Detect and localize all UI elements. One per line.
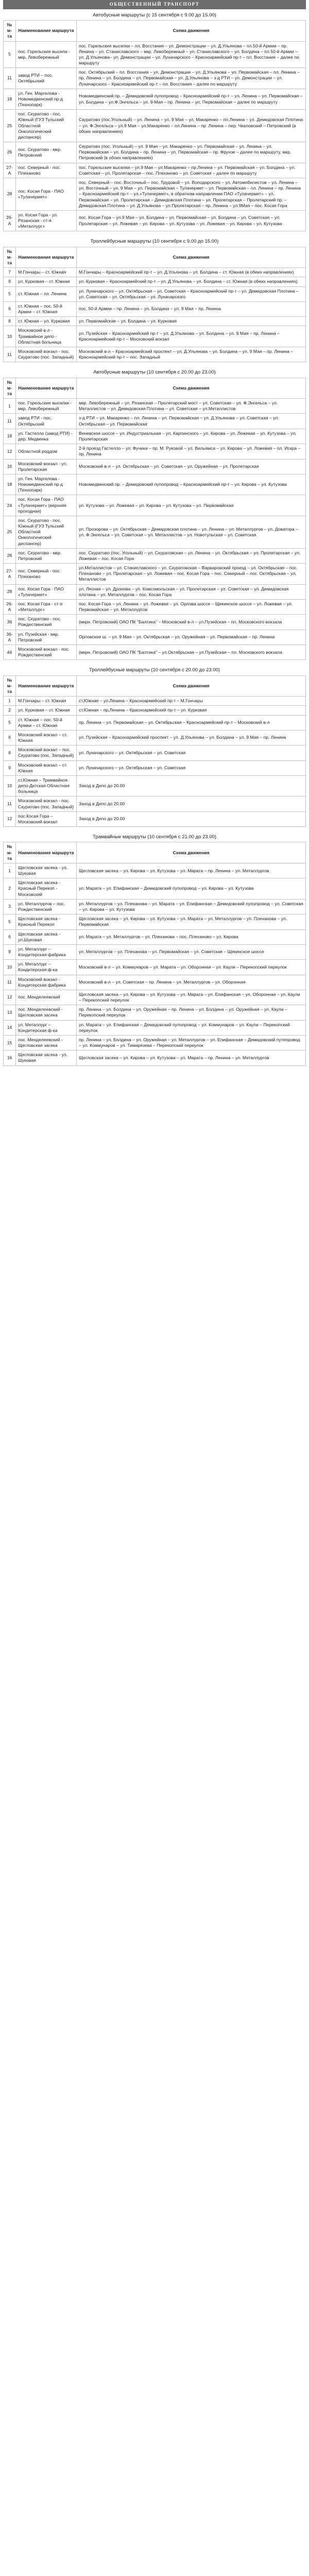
column-header-name: Наименование маршрута [16, 247, 77, 268]
route-name: Щегловская засека - Красный Перекоп [16, 914, 77, 929]
route-scheme: Московский в-л – Красноармейский проспект – ул. Д.Ульянова – ул. Болдина – ул. 9 Мая – пр. Ленина – Красноармейский пр-т – пос. Западный [77, 347, 306, 362]
route-name: ул. Гастелло (завод РТИ) - дер. Медвенка [16, 429, 77, 444]
route-name: Московский в-л - Трамвайное депо - Областная больница [16, 326, 77, 347]
route-name: пос.Косая Гора – Московский вокзал [16, 811, 77, 826]
route-section [3, 239, 306, 366]
section-spacer [3, 827, 306, 831]
routes-table [3, 247, 306, 363]
route-number: 44 [4, 645, 16, 659]
route-number: 25 [4, 516, 16, 548]
section-title: Трамвайные маршруты (10 сентября с 21.00 до 23.00) [92, 834, 217, 840]
section-title: Автобусные маршруты (10 сентября с 20.00 до 23.00) [93, 369, 216, 376]
route-name: М.Гончары – ст. Южная [16, 268, 77, 277]
route-scheme: 2-й проезд Гастелло – ул. Фучика – пр. М. Руковой – ул. Вильямса – ул. Кирова – ул. Ложевая – пл. Искра – пр. Ленина [77, 444, 306, 459]
route-scheme: Орловское ш. – ул. 9 Мая – ул. Октябрьская – ул. Оружейная – ул. Первомайская – пр. Ленина [77, 630, 306, 645]
route-number: 9 [4, 760, 16, 775]
route-name: ст. Южная – ул. Курковая [16, 317, 77, 326]
route-section [3, 667, 306, 831]
route-name: пос. Скуратово - мкр. Петровский [16, 142, 77, 163]
route-number: 14 [4, 1020, 16, 1035]
route-scheme: ст.Южная – ул.Ленина – Красноармейский пр-т – М.Гончары [77, 697, 306, 706]
table-row [4, 163, 306, 178]
table-row [4, 760, 306, 775]
route-number: 36 [4, 615, 16, 630]
column-header-num: № м-та [4, 675, 16, 697]
table-row [4, 301, 306, 316]
section-title: Троллейбусные маршруты (10 сентября с 20.00 до 23.00) [89, 667, 220, 673]
route-name: ул. Металлургов – пос. Рождественский [16, 899, 77, 914]
route-number: 11 [4, 347, 16, 362]
table-row [4, 914, 306, 929]
route-name: ул. Ген. Маргелова - Новомедвенский пр-д (Технопарк) [16, 474, 77, 495]
route-name: Московский вокзал – ст. Южная [16, 760, 77, 775]
route-scheme: Московский в-л – ул. Октябрьская – ул. Советская – ул. Оружейная – ул. Пролетарская [77, 459, 306, 474]
table-row [4, 286, 306, 301]
route-number: 6 [4, 730, 16, 745]
route-number: 15 [4, 1035, 16, 1050]
route-scheme: ул. Луначарского – ул. Октябрьская – ул. Советская [77, 760, 306, 775]
table-row [4, 929, 306, 944]
table-row [4, 495, 306, 516]
route-scheme: Новомедвенский пр. – Демидовский пупопровод – Красноармейский пр-т – ул. Кирова – ул. Кутузова [77, 474, 306, 495]
route-number: 16 [4, 459, 16, 474]
route-number: 5 [4, 41, 16, 68]
route-name: пос. Северный - пос. Плеханово [16, 163, 77, 178]
route-number: 5 [4, 286, 16, 301]
table-row [4, 41, 306, 68]
route-name: пос. Скуратово - пос. Южный (ГУЗ Тульский Областной Онкологический диспансер) [16, 516, 77, 548]
section-spacer [3, 1066, 306, 1070]
route-number: 16 [4, 1050, 16, 1065]
route-name: пос. Скуратово - пос. Южный (ГУЗ Тульский Областной Онкологический диспансер) [16, 110, 77, 142]
route-name: пос. Косая Гора - ПАО «Тулачермет» [16, 584, 77, 599]
route-number: 28 [4, 178, 16, 210]
route-number: 3 [4, 899, 16, 914]
route-scheme: пос. Октябрьский – пл. Восстания – ул. Демонстрации – ул. Д.Ульянова – ул. Первомайская – пл. Ленина – пр. Ленина – ул. Болдина – ул. Первомайская – ул. Д.Ульянова – з-д РТИ – ул. Демонстрации – ул. Луначарского – Красноармейский пр-т – пл. Восстания – далее по маршруту [77, 68, 306, 89]
table-row [4, 474, 306, 495]
table-row [4, 697, 306, 706]
route-number: 18 [4, 429, 16, 444]
route-scheme: ул. Марата – ул. Епифанская – Демидовский пупопровод – ул. Кирова – ул. Кутузова [77, 878, 306, 900]
route-number: 6 [4, 929, 16, 944]
route-name: пос. Скуратово - пос. Рождественский [16, 615, 77, 630]
table-row [4, 564, 306, 585]
table-row [4, 645, 306, 659]
table-row [4, 444, 306, 459]
route-scheme: ул. Марата – ул. Епифанская – Демидовский пупопровод – ул. Коммунаров – ул. Каули – Перекопский переулок [77, 1020, 306, 1035]
route-scheme: ул. Кутузова – ул. Ложевая – ул. Кирова – ул. Кутузова – ул. Первомайская [77, 495, 306, 516]
table-header-row [4, 675, 306, 697]
route-name: ул. Курковая – ст. Южная [16, 706, 77, 715]
route-number: 28 [4, 584, 16, 599]
table-row [4, 68, 306, 89]
route-number: 26 [4, 548, 16, 563]
route-name: ст. Южная – пос. 50-й Армии – ст. Южная [16, 301, 77, 316]
route-scheme: Заход в Депо до 20.00 [77, 775, 306, 796]
route-scheme: мкр. Левобережный – ул. Рязанская – Пролетарский мост – ул. Советская – ул. Ф.Энгельса – ул. Металлистов – ул. Демидовская Плотина – ул. Советская – ул.Металлистов [77, 399, 306, 414]
route-section [3, 834, 306, 1070]
route-section [3, 12, 306, 236]
route-name: Щегловская засека - ул.Шуковая [16, 929, 77, 944]
table-row [4, 630, 306, 645]
column-header-num: № м-та [4, 378, 16, 399]
table-row [4, 1050, 306, 1065]
route-scheme: Новомедвенский пр. – Демидовский пупопровод – Красноармейский пр-т – ул. Ленина – ул. Первомайская – ул. Болдина – ул.Ф.Энгельса – ул. 9-Мая – пр. Ленина – ул. Первомайская – далее по маршруту [77, 89, 306, 110]
route-scheme: пр. Ленина – ул. Болдина – ул. Оружейная – пр. Ленина – ул. Болдина – ул. Оружейная – ул. Каули – Перекопский переулок [77, 1005, 306, 1020]
route-scheme: Московский в-л – ул. Коммунаров – ул. Марата – ул. Оборонная – ул. Каули – Перекопский переулок [77, 960, 306, 975]
table-header-row [4, 378, 306, 399]
route-number: 11 [4, 414, 16, 429]
route-name: Областной роддом [16, 444, 77, 459]
route-name: Московский вокзал - пос. Скуратово (пос. Западный) [16, 347, 77, 362]
route-number: 8 [4, 745, 16, 760]
route-name: пос. Скуратово - мкр. Петровский [16, 548, 77, 563]
route-section [3, 369, 306, 664]
table-row [4, 811, 306, 826]
route-name: ул. Курковая – ст. Южная [16, 277, 77, 286]
table-header-row [4, 247, 306, 268]
table-row [4, 584, 306, 599]
table-row [4, 990, 306, 1005]
route-number: 10 [4, 960, 16, 975]
route-name: Московский вокзал - Кондитерская фабрика [16, 975, 77, 990]
route-number: 9 [4, 277, 16, 286]
route-number: 26-А [4, 599, 16, 614]
route-name: ул. Ген. Маргелова - Новомедвенский пр-д (Технопарк) [16, 89, 77, 110]
route-name: Московский вокзал - пос. Рождественский [16, 645, 77, 659]
route-name: завод РТИ – пос. Октябрьский [16, 68, 77, 89]
table-row [4, 414, 306, 429]
route-number: 9 [4, 944, 16, 959]
route-name: пос. Косая Гора - ПАО «Тулачермет» [16, 178, 77, 210]
route-scheme: пос. 50-й Армии – пр. Ленина – ул. Болдина – ул. 9 Мая – пр. Ленина [77, 301, 306, 316]
route-number: 12 [4, 990, 16, 1005]
route-scheme: Щегловская засека – ул. Кирова – ул. Кутузова – ул. Марата – пр. Ленина – ул. Металлургов [77, 863, 306, 878]
route-scheme: ул. Пузейская – Красноармейский проспект – ул. Д.Ульянова – ул. Болдина – ул. 9 Мая – пр. Ленина [77, 730, 306, 745]
route-scheme: Щегловская засека – ул. Кирова – ул. Кутузова – ул. Марата – пр. Ленина – ул. Металлургов [77, 1050, 306, 1065]
routes-table [3, 842, 306, 1065]
route-scheme: Заход в Депо до 20.00 [77, 811, 306, 826]
table-row [4, 178, 306, 210]
route-number: 5 [4, 914, 16, 929]
route-scheme: ул. Марата – ул. Металлургов – ул. Плеханова – пос. Плеханово – ул. Кирова [77, 929, 306, 944]
route-number: 7 [4, 268, 16, 277]
table-header-row [4, 842, 306, 863]
sections-container [3, 12, 306, 1070]
column-header-scheme: Схема движения [77, 378, 306, 399]
column-header-scheme: Схема движения [77, 842, 306, 863]
route-number: 11 [4, 68, 16, 89]
route-number: 11 [4, 975, 16, 990]
routes-table [3, 675, 306, 827]
table-row [4, 796, 306, 811]
column-header-num: № м-та [4, 247, 16, 268]
route-number: 25 [4, 110, 16, 142]
route-name: пос. Менделеевский [16, 990, 77, 1005]
route-number: 12 [4, 811, 16, 826]
route-name: Московский вокзал – ст. Южная [16, 730, 77, 745]
table-row [4, 1035, 306, 1050]
route-name: пос. Менделеевский - Щегловская засека [16, 1035, 77, 1050]
route-number: 36-А [4, 630, 16, 645]
table-row [4, 706, 306, 715]
route-number: 10 [4, 326, 16, 347]
route-name: пос. Косая Гора - ст-я «Металлург» [16, 599, 77, 614]
route-name: Щегловская засека - Красный Перекоп - Московский [16, 878, 77, 900]
route-number: 11 [4, 796, 16, 811]
table-row [4, 110, 306, 142]
route-name: ул. Металлург – Кондитерская ф-ка [16, 1020, 77, 1035]
route-name: пос. Горельские высели - мкр. Левобережный [16, 41, 77, 68]
route-scheme: Щегловская засека – ул. Кирова – ул. Кутузова – ул. Марата – ул. Металлургов – ул. Плеханова – ул. Первомайская [77, 914, 306, 929]
routes-table [3, 20, 306, 231]
column-header-scheme: Схема движения [77, 21, 306, 42]
route-scheme: ул. Курковая – Красноармейский пр-т – ул. Д.Ульянова – ул. Болдина – ст. Южная (в обеих направлениях) [77, 277, 306, 286]
route-scheme: ул. Лясная – ул. Дронова – ул. Комсомольская – ул. Пролетарская – ул. Советская – ул. Демидовская плотина – ул. Металлургов – пос. Косая Гора [77, 584, 306, 599]
route-scheme: Скуратово (пос.Угольный) – ул. Ленина – ул. 9 Мая – ул. Макаренко – пл.Ленина – ул. Демидовская Плотина – ул. Ф.Энгельса – ул.9 Мая – ул.Макаренко – пл.Ленина – пр. Ленина – пер. Чкаловский – Петровский (в обоих направлениях) [77, 110, 306, 142]
route-scheme: пр. Ленина – ул. Болдина – ул. Оружейная – ул. Металлургов – ул. Епифанская – Демидовский путепровод – ул. Коммунаров – ул. Тимирязева – Перекопский переулок [77, 1035, 306, 1050]
route-number: 1 [4, 863, 16, 878]
table-row [4, 210, 306, 231]
route-name: пос. Менделеевский - Щегловская засека [16, 1005, 77, 1020]
route-scheme: ул. Пузейская – Красноармейский пр-т – ул. Д.Ульянова – ул. Болдина – ул. 9 Мая – пр. Ленина – Красноармейский пр-т – Московский вокзал [77, 326, 306, 347]
table-row [4, 548, 306, 563]
column-header-name: Наименование маршрута [16, 842, 77, 863]
route-name: ул. Металлург – Кондитерская ф-ка [16, 960, 77, 975]
route-name: ст.Южная – Трамвайное депо-Детская Областная больница [16, 775, 77, 796]
table-row [4, 516, 306, 548]
route-number: 18 [4, 89, 16, 110]
route-number: 26-А [4, 210, 16, 231]
table-row [4, 615, 306, 630]
route-number: 10 [4, 775, 16, 796]
route-name: Московский вокзал - ул. Пролетарская [16, 459, 77, 474]
section-title: Троллейбусные маршруты (10 сентября с 9.00 до 15.00) [90, 239, 219, 245]
route-name: М.Гончары – ст. Южная [16, 697, 77, 706]
column-header-name: Наименование маршрута [16, 21, 77, 42]
route-scheme: пос. Горельские выселки – пл. Восстания – ул. Демонстрации – ул. Д.Ульянова – пл.50-й Армии – пр. Ленина – ул. Станиславского – мкр. Левобережный – ул. Станиславского – ул. Болдина – пл.50-й Армии – ул. Д.Ульянова– ул. Демонстрации – ул. Луначарского – Красноармейский пр-т – пл. Восстания – далее по маршруту [77, 41, 306, 68]
route-scheme: ул. Луначарского – ул. Октябрьская – ул. Советская [77, 745, 306, 760]
table-row [4, 599, 306, 614]
table-row [4, 326, 306, 347]
table-row [4, 317, 306, 326]
route-name: Московский вокзал – пос. Скуратово (пос. Западный) [16, 745, 77, 760]
route-number: 24 [4, 495, 16, 516]
route-name: ул. Пузейская - мкр. Петровский [16, 630, 77, 645]
route-scheme: ст.Южная – пр.Ленина – Красноармейский пр-т – ул. Курковая [77, 706, 306, 715]
route-number: 2 [4, 878, 16, 900]
table-row [4, 878, 306, 900]
column-header-scheme: Схема движения [77, 247, 306, 268]
route-number: 6 [4, 301, 16, 316]
route-name: Щегловская засека - ул. Шуковая [16, 863, 77, 878]
route-scheme: пос. Горельские выселки – ул.9 Мая – ул.Макаренко – пр.Ленина – ул. Первомайская – ул. Болдина – ул. Советская – ул. Пролетарская – пос. Плеханово – ул. Советская – далее по маршруту [77, 163, 306, 178]
table-row [4, 1020, 306, 1035]
route-scheme: ул. Первомайская – ул. Болдина – ул. Курковая [77, 317, 306, 326]
route-scheme: пос. Скуратово (пос. Угольный) – ул. Скуратовская – ул. Ленина – ул. Октябрьская – ул. Пролетарская – ул. Ложевая – пос. Косая Гора [77, 548, 306, 563]
route-name: ул. Металлург – Кондитерская фабрика [16, 944, 77, 959]
table-row [4, 142, 306, 163]
page-banner: ОБЩЕСТВЕННЫЙ ТРАНСПОРТ [3, 0, 306, 9]
route-number: 8 [4, 317, 16, 326]
route-scheme: Веневское шоссе – ул. Индустриальная – ул. Карпинского – ул. Кирова – ул. Ложевая – ул. Кутузова – ул. Пролетарская [77, 429, 306, 444]
route-name: ст. Южная – пос. 50-й Армии – ст. Южная [16, 715, 77, 730]
route-name: пос. Косая Гора - ПАО «Тулачермет» (верхняя проходная) [16, 495, 77, 516]
route-number: 13 [4, 1005, 16, 1020]
route-number: 27-А [4, 163, 16, 178]
table-row [4, 960, 306, 975]
route-name: ул. Косая Гора - ул. Рязанская - ст-я «Металлург» [16, 210, 77, 231]
section-title: Автобусные маршруты (с 15 сентября с 9.00 до 15.00) [93, 12, 216, 18]
route-scheme: Щегловская засека – ул. Кирова – ул. Кутузова – ул. Марата – ул. Епифанская – ул. Оборонная – ул. Каули – Перекопский переулок [77, 990, 306, 1005]
table-row [4, 89, 306, 110]
page [3, 0, 306, 1075]
route-scheme: з-д РТИ – ул. Макаренко – пл. Ленина – ул. Первомайская – ул. Д.Ульянова – ул. Советская – ул. Октябрьская – ул. Первомайская [77, 414, 306, 429]
route-scheme: М.Гончары – Красноармейский пр-т – ул. Д.Ульянова – ул. Болдина – ст. Южная (в обеих направлениях) [77, 268, 306, 277]
table-header-row [4, 21, 306, 42]
route-scheme: (мкрн. Петровский) ОАО ПК "Балтика" – Московский в-л – ул.Пузейская – пл. Московского вокзала [77, 615, 306, 630]
route-number: 2 [4, 706, 16, 715]
route-number: 1 [4, 399, 16, 414]
column-header-scheme: Схема движения [77, 675, 306, 697]
table-row [4, 459, 306, 474]
table-row [4, 268, 306, 277]
table-row [4, 715, 306, 730]
route-scheme: пр. Ленина – ул. Первомайская – ул. Октябрьская – Красноармейский пр-т – Московский в-л [77, 715, 306, 730]
route-scheme: (мкрн. Петровский) ОАО ПК "Балтика" – ул.Октябрьская – ул.Пузейская – пл. Московского вокзала [77, 645, 306, 659]
route-name: пос. Северный - пос. Плеханово [16, 564, 77, 585]
route-number: 26 [4, 142, 16, 163]
table-row [4, 863, 306, 878]
route-name: завод РТИ - пос. Октябрьский [16, 414, 77, 429]
table-row [4, 975, 306, 990]
table-row [4, 429, 306, 444]
route-number: 5 [4, 715, 16, 730]
route-scheme: ул. Металлургов – ул. Плеханова – ул. Первомайская – ул. Советская – Щекинское шоссе [77, 944, 306, 959]
table-row [4, 399, 306, 414]
table-row [4, 775, 306, 796]
route-name: ст. Южная – пл. Ленина [16, 286, 77, 301]
table-row [4, 347, 306, 362]
route-scheme: ул. Прозорова – ул. Октябрьская – Демидовская плотина – ул. Ленина – ул. Металлургов – ул. Доватора – ул. Ф.Энгельса – ул. Советская – ул. Металлистов – ул. Новотульская – ул. Советская [77, 516, 306, 548]
column-header-num: № м-та [4, 842, 16, 863]
column-header-name: Наименование маршрута [16, 675, 77, 697]
route-name: Щегловская засека - ул. Шуковая [16, 1050, 77, 1065]
route-scheme: пос. Северный – пос. Восточный – пос. Трудовой – ул. Володарского – ул. Автомобилистов – ул. Ленина – ул. Восточный – ул. 9 Мая – ул. Первомайская – Тулачермет – ул. Первомайская – пл. Ленина – пр. Ленина – Красноармейский пр-т – ул.«Тулачермет», в обратном направлении ПАО «Тулачермет» – ул. Первомайская – ул. Пролетарская – Демидовская Плотина – ул. Пролетарская – Пролетарский пр. – Демидовская Плотина – ул. Д.Ульянова – ул.Пролетарская – пр. Ленина – ул.9Мая – пос. Косая Гора [77, 178, 306, 210]
section-spacer [3, 660, 306, 664]
route-scheme: Скуратово (пос. Угольный) – ул. 9 Мая – ул. Макаренко – ул. Первомайская – ул. Ленина – ул. Первомайская – ул. Болдина – пр. Ленина – ул. Первомайская – пр. Фрунзе – далее по маршруту, мкр. Петровский (в обоих направлениях) [77, 142, 306, 163]
table-row [4, 944, 306, 959]
table-row [4, 899, 306, 914]
table-row [4, 277, 306, 286]
route-scheme: ул. Луначарского – ул. Октябрьская – ул. Советская – Красноармейский пр-т – ул. Демидовская Плотина – ул. Советская – ул. Октябрьская – ул. Луначарского [77, 286, 306, 301]
route-name: пос. Горельские выселки - мкр. Левобережный [16, 399, 77, 414]
route-scheme: Заход в Депо до 20.00 [77, 796, 306, 811]
route-number: 27-А [4, 564, 16, 585]
column-header-num: № м-та [4, 21, 16, 42]
route-scheme: пос. Косая Гора – ул.9 Мая – ул. Болдина – ул. Первомайская – ул. Болдина – ул. Советская – ул. Пролетарская – ул. Ложевая – ул. Кирова – ул. Кутузова – ул. Ложевая – ул. Кирова – ул. Кутузова [77, 210, 306, 231]
route-name: Московский вокзал - пос. Скуратово (пос. Западный) [16, 796, 77, 811]
table-row [4, 745, 306, 760]
routes-table [3, 378, 306, 660]
route-scheme: ул. Металлургов – ул. Плеханова – ул. Марата – ул. Епифанская – Демидовский пупопровод – ул. Советская – ул. Кирова – ул. Кутузова [77, 899, 306, 914]
section-spacer [3, 362, 306, 366]
section-spacer [3, 231, 306, 235]
route-number: 18 [4, 474, 16, 495]
route-scheme: Московский в-л – ул. Советская – пр. Ленина – ул. Металлургов – ул. Оборонная [77, 975, 306, 990]
column-header-name: Наименование маршрута [16, 378, 77, 399]
table-row [4, 730, 306, 745]
route-number: 12 [4, 444, 16, 459]
table-row [4, 1005, 306, 1020]
route-scheme: ул.Металлистов – ул. Станиславского – ул. Скуратовская – Варваровский проезд – ул. Октябрьская – пос. Плеханово – ул. Пролетарская – ул. Ложевая – пос. Косая Гора – пос. Северный – пос. Октябрьская – ул. Металлистов [77, 564, 306, 585]
route-number: 1 [4, 697, 16, 706]
route-scheme: пос. Косая Гора – ул. Ленина – ул. Ложевая – ул. Орлова шоссе – Щекинское шоссе – ул. Ложевая – ул. Первомайская – ул. Металлургов [77, 599, 306, 614]
